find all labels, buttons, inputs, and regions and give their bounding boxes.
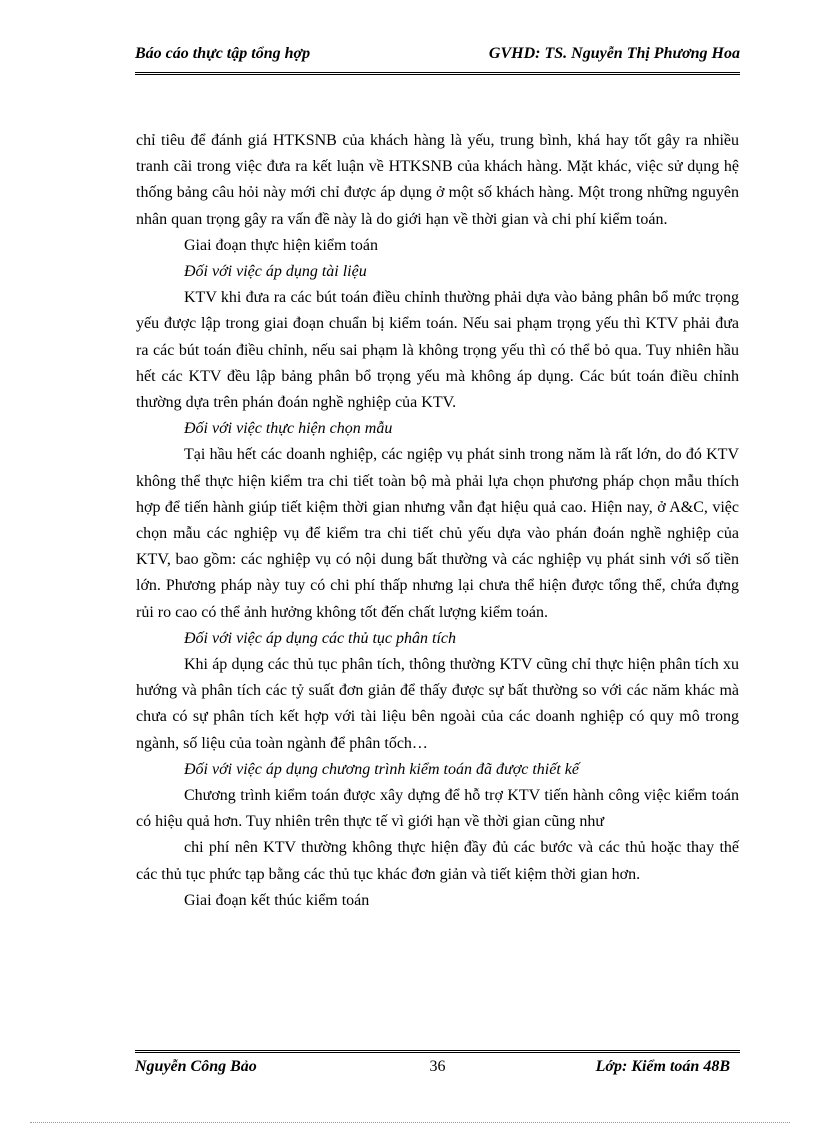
footer-author: Nguyễn Công Bảo [135,1058,257,1075]
footer-class: Lớp: Kiểm toán 48B [595,1058,730,1075]
document-body [136,128,739,914]
subsection-heading: Đối với việc áp dụng chương trình kiểm toán đã được thiết kế [184,760,579,778]
page-footer [135,1050,740,1087]
header-supervisor: GVHD: TS. Nguyễn Thị Phương Hoa [488,45,740,62]
subsection-heading: Đối với việc áp dụng các thủ tục phân tích [184,629,457,647]
section-title: Giai đoạn thực hiện kiểm toán [184,236,378,254]
page-header [135,40,740,75]
subsection-heading: Đối với việc áp dụng tài liệu [184,263,367,281]
paragraph: Chương trình kiểm toán được xây dựng để hỗ trợ KTV tiến hành công việc kiểm toán có hiệu quả hơn. Tuy nhiên trên thực tế vì giới hạn về thời gian cũng như [136,787,739,831]
subsection-heading: Đối với việc thực hiện chọn mẫu [184,420,393,438]
paragraph: KTV khi đưa ra các bút toán điều chỉnh thường phải dựa vào bảng phân bổ mức trọng yếu được lập trong giai đoạn chuẩn bị kiểm toán. Nếu sai phạm trọng yếu thì KTV phải đưa ra các bút toán điều chỉnh, nếu sai phạm là không trọng yếu thì có thể bỏ qua. Tuy nhiên hầu hết các KTV đều lập bảng phân bổ trọng yếu mà không áp dụng. Các bút toán điều chỉnh thường dựa trên phán đoán nghề nghiệp của KTV. [136,289,739,412]
paragraph: Khi áp dụng các thủ tục phân tích, thông thường KTV cũng chỉ thực hiện phân tích xu hướng và phân tích các tỷ suất đơn giản để thấy được sự bất thường so với các năm khác mà chưa có sự phân tích kết hợp với tài liệu bên ngoài của các doanh nghiệp có quy mô trong ngành, số liệu của toàn ngành để phân tốch… [136,656,739,752]
paragraph: Tại hầu hết các doanh nghiệp, các ngiệp vụ phát sinh trong năm là rất lớn, do đó KTV không thể thực hiện kiểm tra chi tiết toàn bộ mà phải lựa chọn phương pháp chọn mẫu thích hợp để tiến hành giúp tiết kiệm thời gian nhưng vẫn đạt hiệu quả cao. Hiện nay, ở A&C, việc chọn mẫu các nghiệp vụ để kiểm tra chi tiết chủ yếu dựa vào phán đoán nghề nghiệp của KTV, bao gồm: các nghiệp vụ có nội dung bất thường và các nghiệp vụ phát sinh với số tiền lớn. Phương pháp này tuy có chi phí thấp nhưng lại chưa thể hiện được tổng thể, chứa đựng rủi ro cao có thể ảnh hưởng không tốt đến chất lượng kiểm toán. [136,446,739,621]
header-report-title: Báo cáo thực tập tổng hợp [135,45,311,62]
paragraph: chi phí nên KTV thường không thực hiện đầy đủ các bước và các thủ hoặc thay thế các thủ tục phức tạp bằng các thủ tục khác đơn giản và tiết kiệm thời gian hơn. [136,839,739,883]
page-number: 36 [429,1058,446,1075]
section-title: Giai đoạn kết thúc kiểm toán [184,891,370,909]
paragraph: chỉ tiêu để đánh giá HTKSNB của khách hàng là yếu, trung bình, khá hay tốt gây ra nhiều tranh cãi trong việc đưa ra kết luận về HTKSNB của khách hàng. Mặt khác, việc sử dụng hệ thống bảng câu hỏi này mới chỉ được áp dụng ở một số khách hàng. Một trong những nguyên nhân quan trọng gây ra vấn đề này là do giới hạn về thời gian và chi phí kiểm toán. [136,132,739,228]
